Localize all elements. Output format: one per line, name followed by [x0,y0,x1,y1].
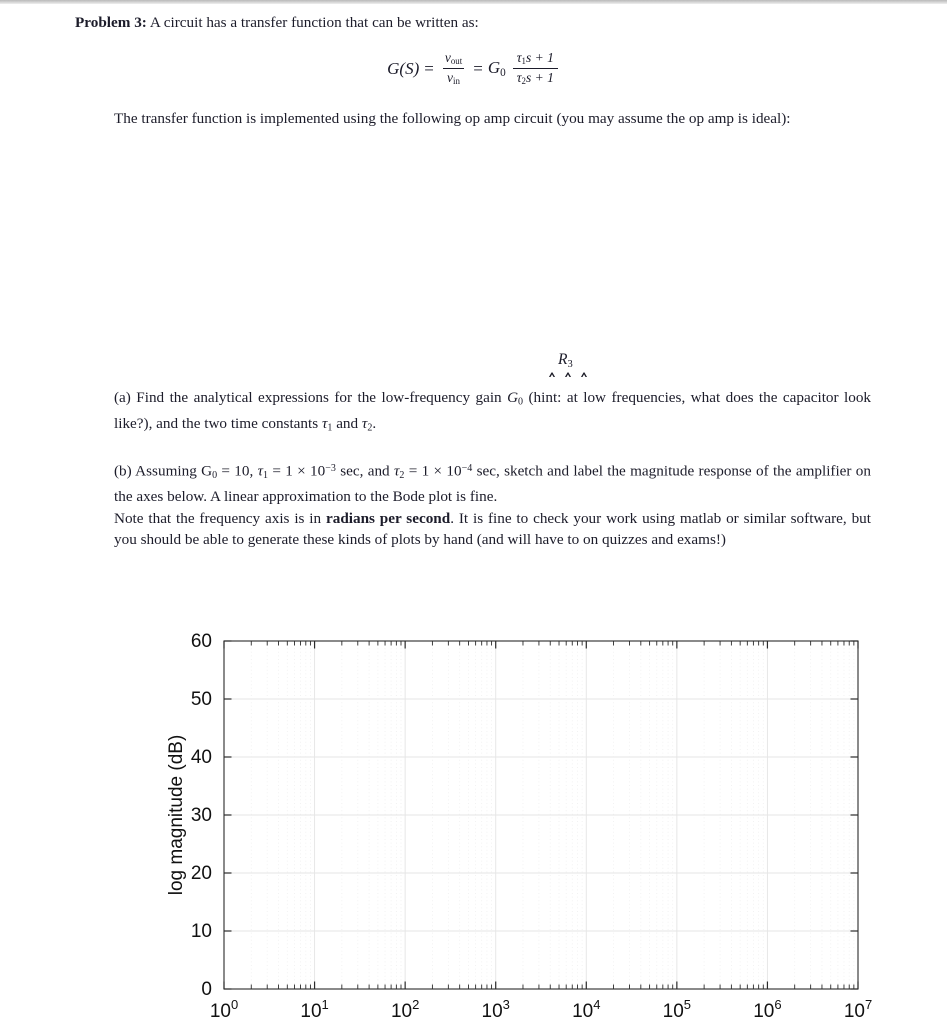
problem-intro-text: A circuit has a transfer function that can be written as: [146,14,479,31]
paragraph-part-b [114,458,871,507]
circuit-diagram [0,172,947,377]
tau1-rest: s + 1 [526,50,554,65]
x-axis-tick-label: $10^7$ [843,997,873,1022]
transfer-function-equation [0,50,947,87]
part-b-exp2: −4 [461,463,473,474]
equation-tau-fraction [513,50,558,87]
y-axis-title: log magnitude (dB) [166,734,187,896]
note-bold: radians per second [325,510,451,527]
paragraph-part-a: (a) Find the analytical expressions for the low-frequency gain $G_0$ (hint: at low frequencies, what does the capacitor look like?), and the two time constants $\tau_1$ and $\tau_2$. [114,389,872,433]
vin-symbol: v [447,70,454,86]
part-b-tau1-sub: 1 [263,470,269,481]
x-axis-tick-label: $10^5$ [662,997,692,1022]
x-axis-tick-label: $10^3$ [481,997,510,1022]
y-axis-tick-label: 0 [201,979,212,1000]
equation-lhs: G(S) [387,58,420,78]
note-pre: Note that the frequency axis is in [114,510,326,527]
equation-equals-2: = [473,58,483,78]
tau1-subscript: 1 [521,56,526,67]
y-axis-tick-label: 40 [190,747,212,768]
part-b-tau1: τ [257,462,264,480]
part-b-mid1: = 10, [217,462,258,480]
problem-label: Problem 3: [75,14,147,31]
window-top-bar [0,0,947,4]
part-b-mid4: = 1 × 10 [404,462,462,480]
part-b-mid2: = 1 × 10 [268,462,326,480]
equation-equals-1: = [424,58,434,78]
label-r3: $R_3$ [558,351,573,371]
y-axis-tick-label: 20 [190,863,212,884]
tau2-symbol: τ [516,70,522,86]
part-b-tau2: τ [393,462,400,480]
tau2-rest: s + 1 [526,70,554,86]
gain-symbol: G [487,58,501,78]
paragraph-note [114,508,871,550]
x-axis-tick-label: $10^6$ [753,997,782,1022]
y-axis-tick-label: 10 [190,921,212,942]
y-axis-tick-label: 60 [190,631,212,652]
vout-symbol: v [444,50,451,65]
part-b-tau2-sub: 2 [399,470,405,481]
part-b-pre: (b) Assuming G [114,462,213,480]
part-b-mid3: sec, and [335,462,394,480]
part-b-sub0: 0 [212,470,218,481]
tau1-symbol: τ [516,50,522,65]
bode-magnitude-plot [0,612,947,1028]
y-axis-tick-label: 30 [190,805,212,826]
vout-subscript: out [450,56,463,67]
gain-subscript: 0 [500,66,506,79]
x-axis-tick-label: $10^2$ [390,997,420,1022]
paragraph-implemented: The transfer function is implemented using the following op amp circuit (you may assume the op amp is ideal): [114,110,791,127]
tau2-subscript: 2 [521,76,526,87]
equation-vout-over-vin [441,50,466,87]
y-axis-tick-label: 50 [190,689,212,710]
part-b-tail: sec, sketch and label the magnitude response of the amplifier on the axes below. A linear approximation to the Bode plot is fine. [114,462,871,505]
x-axis-tick-label: $10^4$ [572,997,601,1022]
problem-heading [75,12,875,33]
note-post: . It is fine to check your work using matlab or similar software, but you should be able to generate these kinds of plots by hand (and will have to on quizzes and exams!) [114,510,871,548]
x-axis-tick-label: $10^0$ [209,997,239,1022]
resistor-r3-zigzag [548,373,588,377]
part-b-exp1: −3 [325,463,336,474]
vin-subscript: in [453,76,460,87]
x-axis-tick-label: $10^1$ [300,997,329,1022]
